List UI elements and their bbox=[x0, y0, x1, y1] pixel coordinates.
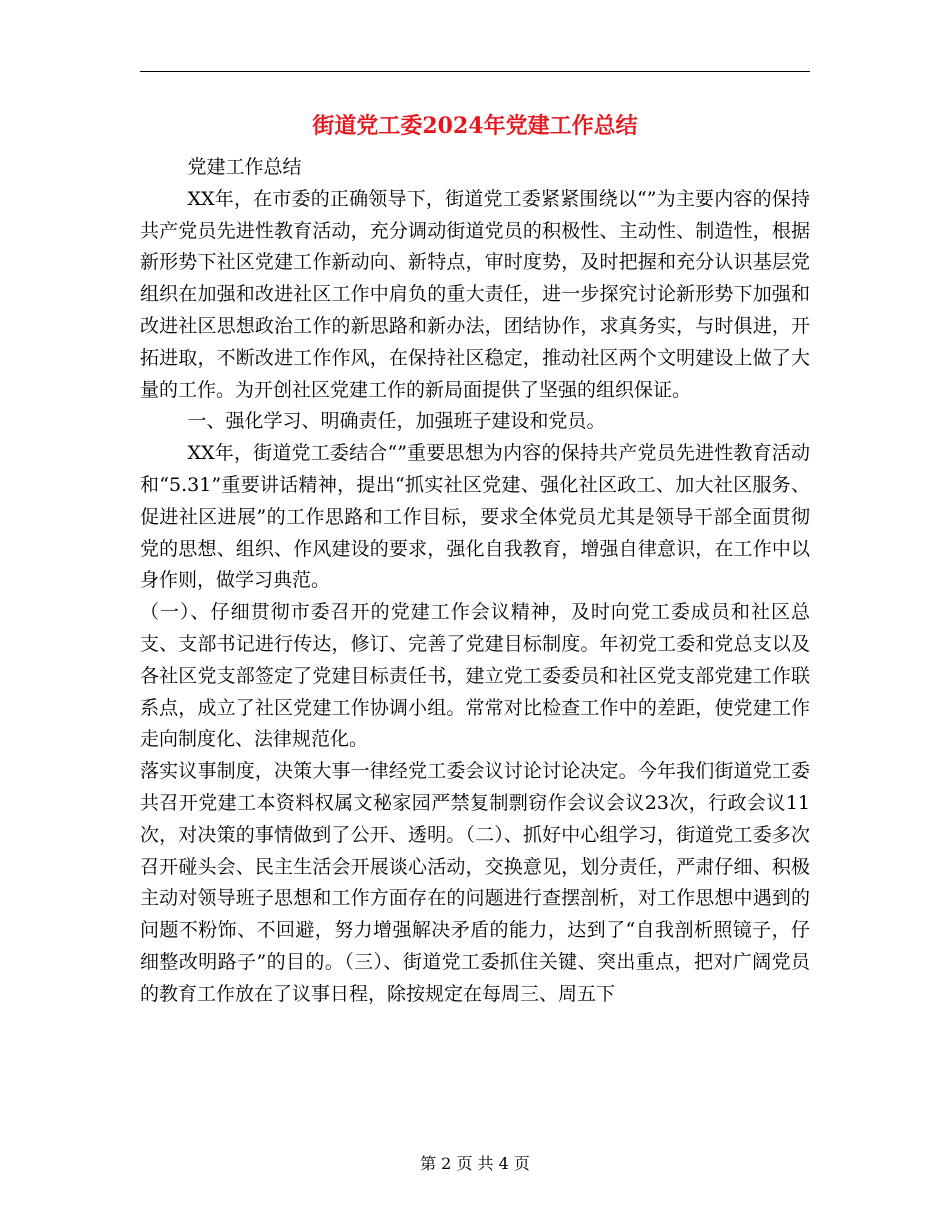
paragraph-item-1: （一）、仔细贯彻市委召开的党建工作会议精神，及时向党工委成员和社区总支、支部书记进行传达，修订、完善了党建目标制度。年初党工委和党总支以及各社区党支部签定了党建目标责任书，建立党工委委员和社区党支部党建工作联系点，成立了社区党建工作协调小组。常常对比检查工作中的差距，使党建工作走向制度化、法律规范化。 bbox=[140, 601, 810, 751]
page-number: 第 2 页 共 4 页 bbox=[420, 1154, 530, 1173]
header-rule bbox=[140, 71, 810, 72]
paragraph-intro: XX年，在市委的正确领导下，街道党工委紧紧围绕以“”为主要内容的保持共产党员先进性教育活动，充分调动街道党员的积极性、主动性、制造性，根据新形势下社区党建工作新动向、新特点，审时度势，及时把握和充分认识基层党组织在加强和改进社区工作中肩负的重大责任，进一步探究讨论新形势下加强和改进社区思想政治工作的新思路和新办法，团结协作，求真务实，与时俱进，开拓进取，不断改进工作作风，在保持社区稳定，推动社区两个文明建设上做了大量的工作。为开创社区党建工作的新局面提供了坚强的组织保证。 bbox=[140, 187, 810, 401]
section-heading-1: 一、强化学习、明确责任，加强班子建设和党员。 bbox=[187, 410, 606, 433]
document-title: 街道党工委2024年党建工作总结 bbox=[312, 113, 638, 139]
paragraph-heading: 党建工作总结 bbox=[187, 156, 302, 178]
document-body bbox=[140, 152, 810, 1011]
paragraph-section-1: XX年，街道党工委结合“”重要思想为内容的保持共产党员先进性教育活动和“5.31”重要讲话精神，提出“抓实社区党建、强化社区政工、加大社区服务、促进社区进展”的工作思路和工作目标，要求全体党员尤其是领导干部全面贯彻党的思想、组织、作风建设的要求，强化自我教育，增强自律意识，在工作中以身作则，做学习典范。 bbox=[140, 442, 810, 592]
paragraph-item-2: 落实议事制度，决策大事一律经党工委会议讨论讨论决定。今年我们街道党工委共召开党建工本资料权属文秘家园严禁复制剽窃作会议会议23次，行政会议11次，对决策的事情做到了公开、透明。（二）、抓好中心组学习，街道党工委多次召开碰头会、民主生活会开展谈心活动，交换意见，划分责任，严肃仔细、积极主动对领导班子思想和工作方面存在的问题进行查摆剖析，对工作思想中遇到的问题不粉饰、不回避，努力增强解决矛盾的能力，达到了“自我剖析照镜子，仔细整改明路子”的目的。（三）、街道党工委抓住关键、突出重点，把对广阔党员的教育工作放在了议事日程，除按规定在每周三、周五下 bbox=[140, 760, 810, 1005]
